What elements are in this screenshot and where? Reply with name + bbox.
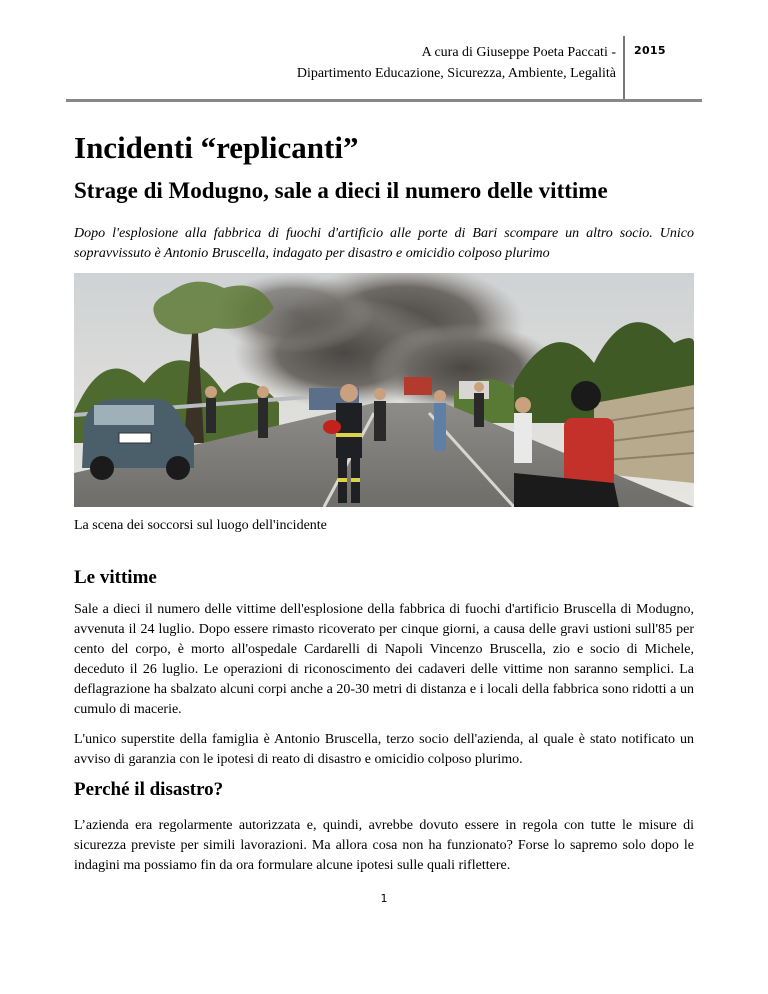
paragraph-perche-1: L’azienda era regolarmente autorizzata e, quindi, avrebbe dovuto essere in regola con tutte le misure di sicurezza previste per simili lavorazioni. Ma allora cosa non ha funzionato? Forse lo sapremo solo dopo le indagini ma possiamo fin da ora formulare alcune ipotesi sulle quali riflettere.: [74, 818, 694, 873]
page-number: 1: [380, 892, 388, 905]
paragraph-vittime-2: L'unico superstite della famiglia è Antonio Bruscella, terzo socio dell'azienda, al quale è stato notificato un avviso di garanzia con le ipotesi di reato di disastro e omicidio colposo plurimo.: [74, 732, 694, 767]
section-heading-vittime: Le vittime: [74, 567, 157, 588]
photo-caption: La scena dei soccorsi sul luogo dell'incidente: [74, 518, 327, 533]
accident-photo: [74, 273, 694, 507]
header-credit: [166, 42, 616, 84]
header-credit-line2: Dipartimento Educazione, Sicurezza, Ambiente, Legalità: [296, 66, 616, 81]
paragraph-vittime-1: Sale a dieci il numero delle vittime dell'esplosione della fabbrica di fuochi d'artificio Bruscella di Modugno, avvenuta il 24 luglio. Dopo essere rimasto ricoverato per cinque giorni, a causa delle gravi ustioni sull'85 per cento del corpo, è morto all'ospedale Cardarelli di Napoli Vincenzo Bruscella, zio e socio di Michele, deceduto il 26 luglio. Le operazioni di riconoscimento dei cadaveri delle vittime non saranno semplici. La deflagrazione ha sbalzato alcuni corpi anche a 20-30 metri di distanza e i locali della fabbrica sono ridotti a un cumulo di macerie.: [74, 602, 694, 717]
page-title: Incidenti “replicanti”: [74, 130, 359, 165]
header-divider: [623, 36, 625, 100]
header-credit-line1: A cura di Giuseppe Poeta Paccati -: [421, 45, 616, 60]
article-subtitle: Strage di Modugno, sale a dieci il numero delle vittime: [74, 178, 608, 203]
header-rule: [66, 99, 702, 102]
header-year: 2015: [634, 44, 666, 57]
article-lead: Dopo l'esplosione alla fabbrica di fuochi d'artificio alle porte di Bari scompare un altro socio. Unico sopravvissuto è Antonio Bruscella, indagato per disastro e omicidio colposo plurimo: [74, 226, 694, 261]
section-heading-perche: Perché il disastro?: [74, 779, 224, 800]
